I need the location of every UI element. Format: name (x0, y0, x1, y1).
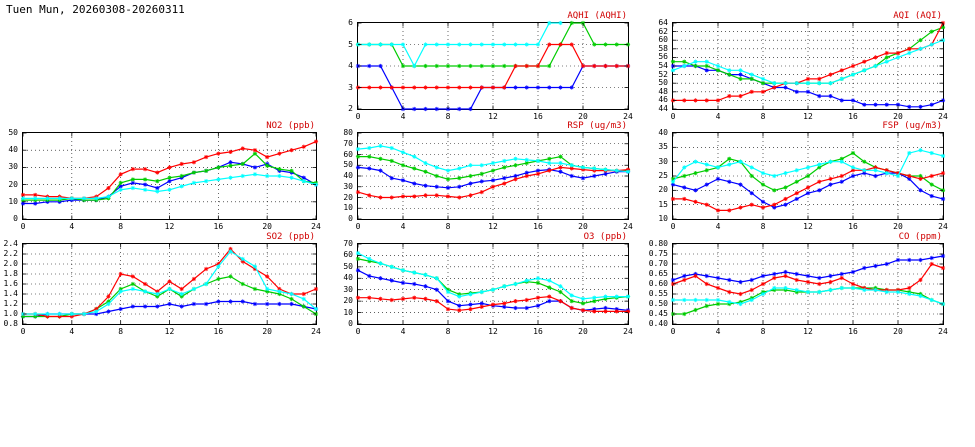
y-tick-label: 60 (343, 250, 353, 260)
x-tick-label: 4 (400, 222, 406, 231)
plot-svg-co (673, 244, 945, 326)
x-tick-label: 12 (488, 327, 498, 336)
x-tick-label: 12 (488, 112, 498, 121)
chart-title-aqhi: AQHI (AQHI) (567, 11, 627, 21)
plot-svg-aqhi (358, 23, 630, 111)
x-tick-label: 4 (69, 327, 75, 336)
y-tick-label: 0.60 (648, 279, 668, 288)
y-tick-label: 30 (8, 162, 18, 172)
y-tick-label: 52 (658, 69, 668, 79)
x-tick-label: 24 (938, 222, 948, 231)
x-tick-label: 0 (355, 222, 361, 231)
x-tick-label: 12 (164, 222, 175, 231)
plot-area-aqhi (357, 22, 629, 110)
y-tick-label: 80 (343, 128, 353, 137)
x-tick-label: 20 (578, 222, 588, 231)
y-tick-label: 4 (348, 61, 353, 70)
y-tick-label: 3 (348, 82, 353, 92)
y-tick-label: 40 (343, 171, 353, 180)
y-tick-label: 44 (658, 104, 668, 113)
y-tick-label: 0.80 (648, 239, 668, 248)
x-tick-label: 4 (715, 112, 721, 121)
y-tick-label: 20 (343, 192, 353, 202)
y-tick-label: 0.75 (648, 249, 668, 258)
y-tick-label: 15 (658, 199, 668, 209)
plot-svg-rsp (358, 133, 630, 221)
x-tick-label: 8 (445, 112, 451, 121)
y-tick-label: 50 (8, 128, 18, 137)
y-tick-label: 20 (658, 185, 668, 195)
y-tick-label: 10 (343, 307, 353, 317)
y-tick-label: 50 (658, 78, 668, 88)
x-tick-label: 24 (623, 222, 633, 231)
plot-svg-o3 (358, 244, 630, 326)
x-tick-label: 16 (848, 112, 858, 121)
x-tick-label: 4 (715, 222, 721, 231)
y-tick-label: 0.55 (648, 289, 668, 298)
y-tick-label: 0.45 (648, 309, 668, 318)
y-tick-label: 1.6 (3, 279, 18, 288)
x-tick-label: 4 (400, 112, 406, 121)
x-tick-label: 20 (893, 112, 903, 121)
x-tick-label: 8 (118, 222, 124, 231)
y-tick-label: 2.0 (3, 259, 18, 268)
y-tick-label: 30 (343, 181, 353, 191)
x-tick-label: 8 (445, 327, 451, 336)
y-tick-label: 48 (658, 86, 668, 96)
y-tick-label: 40 (658, 128, 668, 137)
plot-svg-no2 (23, 133, 318, 221)
y-tick-label: 30 (658, 156, 668, 166)
y-tick-label: 62 (658, 26, 668, 36)
y-tick-label: 2.4 (3, 239, 18, 248)
x-tick-label: 4 (69, 222, 75, 231)
plot-svg-fsp (673, 133, 945, 221)
y-tick-label: 2.2 (3, 249, 18, 258)
series-aqhi-3 (356, 21, 563, 68)
x-tick-label: 24 (623, 112, 633, 121)
x-tick-label: 8 (445, 222, 451, 231)
plot-area-so2 (22, 243, 317, 325)
chart-title-fsp: FSP (ug/m3) (882, 121, 942, 131)
x-tick-label: 16 (533, 112, 543, 121)
y-tick-label: 0.65 (648, 269, 668, 278)
x-tick-label: 16 (533, 327, 543, 336)
chart-title-so2: SO2 (ppb) (266, 232, 315, 242)
x-tick-label: 12 (803, 222, 813, 231)
y-tick-label: 56 (658, 52, 668, 62)
y-tick-label: 50 (343, 160, 353, 170)
x-tick-label: 0 (670, 112, 676, 121)
x-tick-label: 20 (262, 222, 272, 231)
x-tick-label: 12 (803, 327, 813, 336)
y-tick-label: 40 (343, 273, 353, 283)
x-tick-label: 20 (893, 327, 903, 336)
y-tick-label: 0.70 (648, 259, 668, 268)
y-tick-label: 20 (8, 179, 18, 189)
series-aqi-0 (671, 64, 945, 109)
x-tick-label: 0 (355, 112, 361, 121)
y-tick-label: 25 (658, 171, 668, 180)
x-tick-label: 8 (118, 327, 124, 336)
plot-area-o3 (357, 243, 629, 325)
series-no2-1 (21, 152, 318, 203)
chart-title-co: CO (ppm) (898, 232, 942, 242)
x-tick-label: 16 (213, 222, 224, 231)
plot-area-fsp (672, 132, 944, 220)
plot-area-rsp (357, 132, 629, 220)
x-tick-label: 16 (533, 222, 543, 231)
x-tick-label: 8 (760, 327, 766, 336)
y-tick-label: 10 (8, 196, 18, 206)
x-tick-label: 16 (848, 222, 858, 231)
y-tick-label: 0.8 (3, 319, 18, 328)
x-tick-label: 12 (488, 222, 498, 231)
x-tick-label: 16 (213, 327, 224, 336)
y-tick-label: 35 (658, 142, 668, 152)
x-tick-label: 24 (938, 327, 948, 336)
y-tick-label: 30 (343, 284, 353, 294)
x-tick-label: 20 (578, 327, 588, 336)
y-tick-label: 60 (343, 149, 353, 159)
y-tick-label: 6 (348, 18, 353, 27)
plot-area-co (672, 243, 944, 325)
y-tick-label: 70 (343, 138, 353, 148)
y-tick-label: 20 (343, 296, 353, 306)
plot-area-no2 (22, 132, 317, 220)
y-tick-label: 46 (658, 95, 668, 105)
y-tick-label: 10 (343, 203, 353, 213)
y-tick-label: 0 (13, 214, 18, 223)
x-tick-label: 12 (803, 112, 813, 121)
series-so2-2 (21, 247, 318, 319)
y-tick-label: 0 (348, 319, 353, 328)
y-tick-label: 50 (343, 261, 353, 271)
y-tick-label: 5 (348, 39, 353, 49)
x-tick-label: 0 (355, 327, 361, 336)
x-tick-label: 20 (262, 327, 272, 336)
y-tick-label: 0.40 (648, 319, 668, 328)
x-tick-label: 0 (670, 222, 676, 231)
chart-title-o3: O3 (ppb) (583, 232, 627, 242)
y-tick-label: 0.50 (648, 299, 668, 308)
chart-title-aqi: AQI (AQI) (893, 11, 942, 21)
x-tick-label: 20 (893, 222, 903, 231)
y-tick-label: 64 (658, 18, 668, 27)
y-tick-label: 60 (658, 35, 668, 45)
plot-area-aqi (672, 22, 944, 110)
x-tick-label: 4 (400, 327, 406, 336)
y-tick-label: 2 (348, 104, 353, 113)
x-tick-label: 8 (760, 112, 766, 121)
x-tick-label: 8 (760, 222, 766, 231)
x-tick-label: 0 (20, 222, 26, 231)
y-tick-label: 54 (658, 61, 668, 70)
x-tick-label: 12 (164, 327, 175, 336)
y-tick-label: 10 (658, 214, 668, 223)
y-tick-label: 1.8 (3, 269, 18, 278)
chart-title-no2: NO2 (ppb) (266, 121, 315, 131)
y-tick-label: 1.2 (3, 299, 18, 308)
x-tick-label: 24 (938, 112, 948, 121)
x-tick-label: 0 (20, 327, 26, 336)
y-tick-label: 70 (343, 239, 353, 248)
y-tick-label: 1.0 (3, 309, 18, 318)
y-tick-label: 40 (8, 145, 18, 155)
chart-title-rsp: RSP (ug/m3) (567, 121, 627, 131)
plot-svg-so2 (23, 244, 318, 326)
y-tick-label: 0 (348, 214, 353, 223)
x-tick-label: 16 (848, 327, 858, 336)
x-tick-label: 0 (670, 327, 676, 336)
plot-svg-aqi (673, 23, 945, 111)
y-tick-label: 58 (658, 43, 668, 53)
page-title: Tuen Mun, 20260308-20260311 (6, 3, 185, 16)
series-o3-2 (356, 294, 630, 313)
x-tick-label: 24 (623, 327, 633, 336)
x-tick-label: 24 (311, 327, 321, 336)
y-tick-label: 1.4 (3, 289, 18, 298)
x-tick-label: 24 (311, 222, 321, 231)
x-tick-label: 20 (578, 112, 588, 121)
x-tick-label: 4 (715, 327, 721, 336)
